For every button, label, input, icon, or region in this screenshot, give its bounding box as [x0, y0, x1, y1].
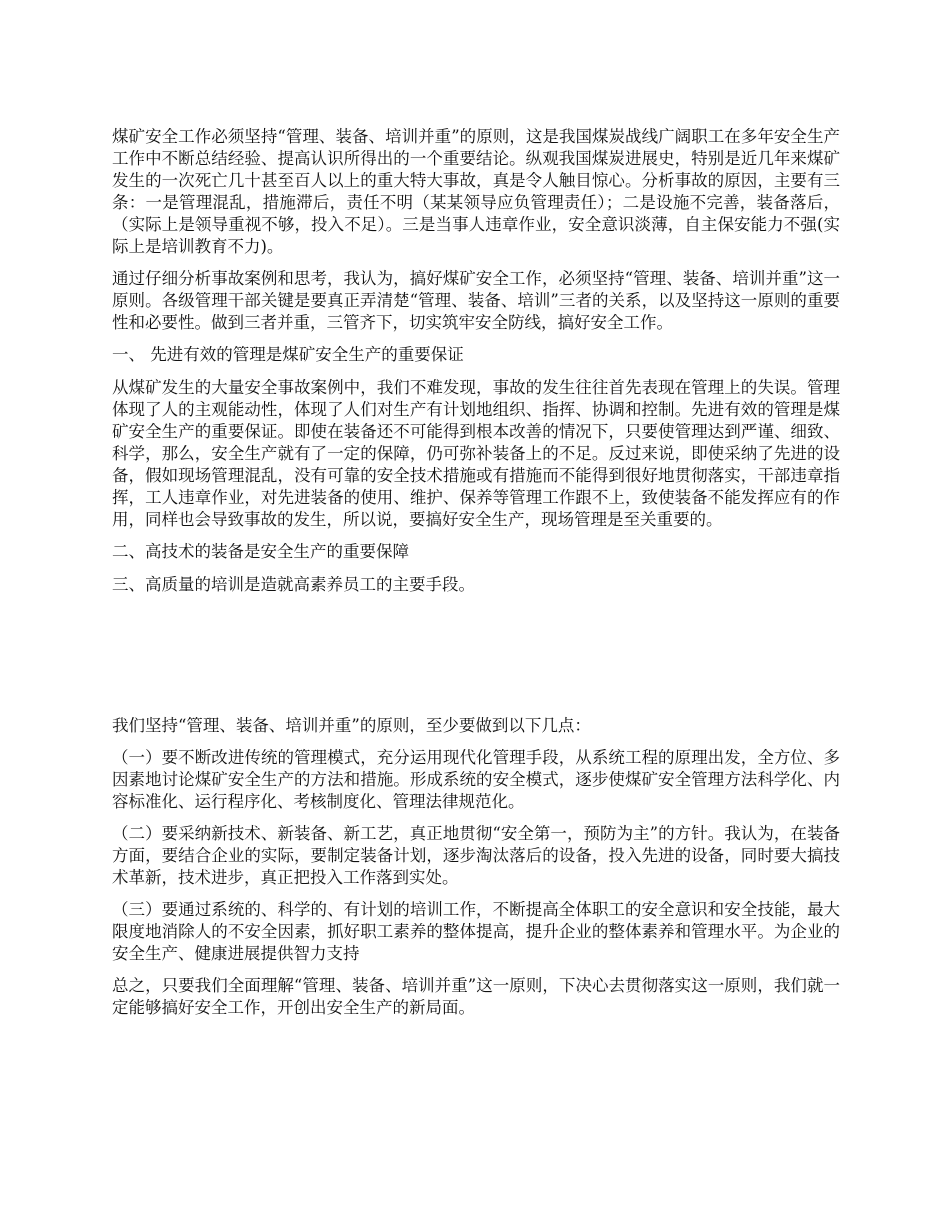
management-paragraph: 从煤矿发生的大量安全事故案例中，我们不难发现，事故的发生往往首先表现在管理上的失误。管理体现了人的主观能动性，体现了人们对生产有计划地组织、指挥、协调和控制。先进有效的管理是煤矿安全生产的重要保证。即使在装备还不可能得到根本改善的情况下，只要使管理达到严谨、细致、科学，那么，安全生产就有了一定的保障，仍可弥补装备上的不足。反过来说，即使采纳了先进的设备，假如现场管理混乱，没有可靠的安全技术措施或有措施而不能得到很好地贯彻落实，干部违章指挥，工人违章作业，对先进装备的使用、维护、保养等管理工作跟不上，致使装备不能发挥应有的作用，同样也会导致事故的发生，所以说，要搞好安全生产，现场管理是至关重要的。 — [112, 378, 840, 529]
heading-management: 一、 先进有效的管理是煤矿安全生产的重要保证 — [112, 345, 464, 364]
measure-three: （三）要通过系统的、科学的、有计划的培训工作，不断提高全体职工的安全意识和安全技能，最大限度地消除人的不安全因素，抓好职工素养的整体提高，提升企业的整体素养和管理水平。为企业的安全生产、健康进展提供智力支持 — [112, 900, 840, 963]
conclusion-paragraph: 总之，只要我们全面理解“管理、装备、培训并重”这一原则，下决心去贯彻落实这一原则，我们就一定能够搞好安全工作，开创出安全生产的新局面。 — [112, 976, 840, 1017]
document-page — [112, 126, 840, 1029]
measure-two: （二）要采纳新技术、新装备、新工艺，真正地贯彻“安全第一，预防为主”的方针。我认为，在装备方面，要结合企业的实际，要制定装备计划，逐步淘汰落后的设备，投入先进的设备，同时要大搞技术革新，技术进步，真正把投入工作落到实处。 — [112, 824, 840, 887]
section-gap — [112, 607, 840, 715]
heading-equipment: 二、高技术的装备是安全生产的重要保障 — [112, 542, 409, 561]
principle-paragraph: 通过仔细分析事故案例和思考，我认为，搞好煤矿安全工作，必须坚持“管理、装备、培训并重”这一原则。各级管理干部关键是要真正弄清楚“管理、装备、培训”三者的关系，以及坚持这一原则的重要性和必要性。做到三者并重，三管齐下，切实筑牢安全防线，搞好安全工作。 — [112, 269, 840, 332]
measure-one: （一）要不断改进传统的管理模式，充分运用现代化管理手段，从系统工程的原理出发，全方位、多因素地讨论煤矿安全生产的方法和措施。形成系统的安全模式，逐步使煤矿安全管理方法科学化、内容标准化、运行程序化、考核制度化、管理法律规范化。 — [112, 748, 840, 811]
intro-paragraph: 煤矿安全工作必须坚持“管理、装备、培训并重”的原则，这是我国煤炭战线广阔职工在多年安全生产工作中不断总结经验、提高认识所得出的一个重要结论。纵观我国煤炭进展史，特别是近几年来煤矿发生的一次死亡几十甚至百人以上的重大特大事故，真是令人触目惊心。分析事故的原因，主要有三条：一是管理混乱，措施滞后，责任不明（某某领导应负管理责任）；二是设施不完善，装备落后，（实际上是领导重视不够，投入不足）。三是当事人违章作业，安全意识淡薄，自主保安能力不强(实际上是培训教育不力)。 — [112, 127, 840, 256]
heading-training: 三、高质量的培训是造就高素养员工的主要手段。 — [112, 575, 475, 594]
measures-intro: 我们坚持“管理、装备、培训并重”的原则，至少要做到以下几点： — [112, 716, 591, 735]
